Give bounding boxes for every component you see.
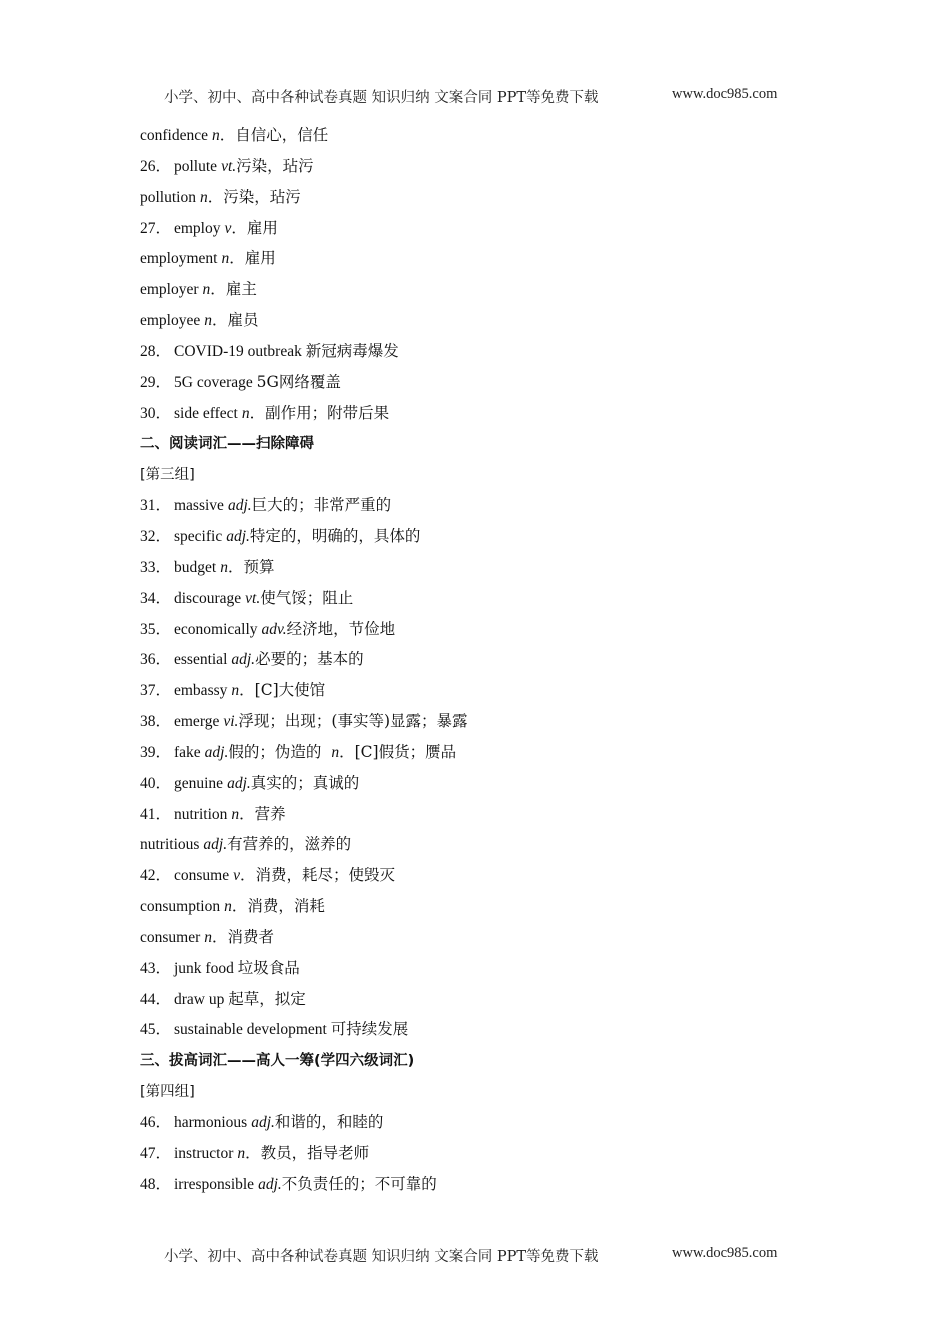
entry-number: 48． — [140, 1175, 172, 1193]
entry-separator: ． — [229, 250, 245, 268]
group-text: [第三组] — [140, 467, 195, 484]
entry-word: irresponsible — [174, 1175, 255, 1193]
vocab-entry — [140, 522, 840, 553]
entry-part-of-speech: adj. — [227, 774, 251, 792]
entry-definition: 浮现；出现；(事实等)显露；暴露 — [238, 712, 468, 731]
entry-word: side effect — [174, 404, 238, 422]
entry-part-of-speech: n — [224, 898, 232, 916]
section-text: 三、拔高词汇——高人一筹(学四六级词汇) — [140, 1053, 415, 1070]
vocab-entry — [140, 676, 840, 707]
entry-word: consume — [174, 867, 230, 885]
header-url: www.doc985.com — [672, 86, 778, 102]
entry-part-of-speech: n — [221, 250, 230, 268]
vocab-entry — [140, 183, 840, 214]
entry-number: 40． — [140, 774, 172, 792]
entry-definition: 新冠病毒爆发 — [305, 341, 399, 360]
entry-part-of-speech: vt. — [245, 589, 261, 607]
entry-word: consumer — [140, 928, 201, 946]
page-header — [0, 86, 950, 110]
entry-definition: [C]大使馆 — [254, 681, 326, 700]
vocab-entry — [140, 584, 840, 615]
vocab-entry — [140, 152, 840, 183]
entry-separator: ． — [239, 805, 255, 823]
entry-number: 26． — [140, 157, 172, 175]
entry-word: pollution — [140, 188, 196, 206]
entry-part-of-speech: adj. — [203, 836, 228, 854]
entry-part-of-speech: adj. — [226, 527, 250, 545]
vocab-entry — [140, 645, 840, 676]
entry-definition: 经济地，节俭地 — [286, 619, 396, 638]
entry-definition: 假的；伪造的 — [228, 742, 322, 761]
entry-word: draw up — [174, 990, 225, 1008]
entry-word: emerge — [174, 713, 220, 731]
entry-separator: ． — [212, 928, 228, 946]
entry-part-of-speech: n — [237, 1144, 246, 1162]
vocab-entry — [140, 306, 840, 337]
entry-definition: 雇用 — [246, 218, 278, 237]
entry-part-of-speech: adj. — [204, 743, 229, 761]
entry-number: 43． — [140, 959, 172, 977]
entry-word: employ — [174, 219, 221, 237]
vocab-entry — [140, 1015, 840, 1046]
entry-word: essential — [174, 651, 228, 669]
entry-word: junk food — [174, 959, 234, 977]
entry-number: 33． — [140, 558, 172, 576]
entry-definition: 有营养的，滋养的 — [227, 835, 352, 854]
entry-word: discourage — [174, 589, 242, 607]
vocab-entry — [140, 337, 840, 368]
vocab-entry — [140, 800, 840, 831]
entry-part-of-speech-2: n — [331, 743, 340, 761]
entry-word: embassy — [174, 682, 228, 700]
group-text: [第四组] — [140, 1084, 195, 1101]
entry-definition: 不负责任的；不可靠的 — [281, 1174, 437, 1193]
entry-separator: ． — [249, 404, 266, 422]
entry-number: 30． — [140, 404, 172, 422]
entry-number: 35． — [140, 620, 172, 638]
entry-word: employee — [140, 312, 201, 330]
entry-number: 46． — [140, 1114, 172, 1131]
entry-part-of-speech: vt. — [221, 157, 237, 175]
entry-definition: 巨大的；非常严重的 — [251, 496, 392, 515]
vocab-entry — [140, 368, 840, 399]
entry-definition: 副作用；附带后果 — [265, 403, 390, 422]
page-footer — [0, 1245, 950, 1269]
entry-definition: 雇用 — [244, 249, 276, 268]
entry-separator: ． — [212, 312, 228, 330]
entry-number: 29． — [140, 373, 172, 391]
entry-number: 31． — [140, 497, 172, 515]
vocab-entry — [140, 553, 840, 584]
entry-part-of-speech: adj. — [231, 651, 256, 669]
entry-word: specific — [174, 527, 223, 545]
entry-definition: 5G网络覆盖 — [256, 372, 341, 391]
entry-definition: 和谐的，和睦的 — [274, 1113, 384, 1131]
entry-word: confidence — [140, 127, 208, 144]
entry-definition: 垃圾食品 — [237, 958, 300, 977]
vocab-entry — [140, 1170, 840, 1201]
entry-definition: 使气馁；阻止 — [260, 588, 354, 607]
vocab-entry — [140, 121, 840, 152]
entry-part-of-speech: vi. — [223, 713, 239, 731]
vocab-entry — [140, 707, 840, 738]
vocab-entry — [140, 1108, 840, 1139]
entry-word: employer — [140, 281, 199, 299]
entry-number: 41． — [140, 805, 172, 823]
vocab-entry — [140, 491, 840, 522]
entry-number: 47． — [140, 1144, 172, 1162]
entry-definition: 污染，玷污 — [223, 187, 301, 206]
vocab-entry — [140, 861, 840, 892]
entry-number: 34． — [140, 589, 172, 607]
entry-word: COVID-19 outbreak — [174, 342, 302, 360]
vocab-entry — [140, 954, 840, 985]
entry-word: 5G coverage — [174, 373, 253, 391]
vocab-entry — [140, 769, 840, 800]
entry-definition: 营养 — [254, 804, 286, 823]
vocabulary-list — [140, 121, 840, 1201]
group-label — [140, 1077, 840, 1108]
entry-number: 39． — [140, 743, 172, 761]
entry-separator: ． — [239, 682, 255, 700]
entry-definition: 真实的；真诚的 — [250, 773, 360, 792]
entry-definition: 教员，指导老师 — [260, 1143, 370, 1162]
entry-part-of-speech: v — [224, 219, 232, 237]
vocab-entry — [140, 892, 840, 923]
entry-word: budget — [174, 558, 217, 576]
entry-part-of-speech: adj. — [227, 497, 252, 515]
entry-definition: 消费，消耗 — [247, 897, 325, 916]
vocab-entry — [140, 214, 840, 245]
vocab-entry — [140, 399, 840, 430]
vocab-entry — [140, 1139, 840, 1170]
vocab-entry — [140, 923, 840, 954]
entry-separator: ． — [210, 281, 226, 299]
entry-separator: ． — [231, 898, 248, 916]
entry-word: genuine — [174, 774, 224, 792]
entry-separator: ． — [219, 127, 236, 144]
entry-part-of-speech: v — [233, 867, 240, 885]
entry-word: nutritious — [140, 836, 200, 854]
section-text: 二、阅读词汇——扫除障碍 — [140, 436, 314, 453]
vocab-entry — [140, 275, 840, 306]
entry-definition: 起草，拟定 — [228, 989, 306, 1008]
entry-number: 44． — [140, 990, 172, 1008]
entry-definition: 消费，耗尽；使毁灭 — [255, 866, 396, 885]
entry-part-of-speech: n — [204, 312, 213, 330]
header-text: 小学、初中、高中各种试卷真题 知识归纳 文案合同 PPT等免费下载 — [164, 90, 599, 106]
entry-word: fake — [174, 743, 201, 761]
entry-part-of-speech: n — [231, 682, 240, 700]
entry-separator: ． — [231, 219, 247, 237]
entry-definition-2: ．[C]假货；赝品 — [339, 742, 457, 761]
entry-separator: ． — [227, 558, 244, 576]
entry-part-of-speech: n — [202, 281, 211, 299]
entry-definition: 污染，玷污 — [236, 156, 314, 175]
entry-word: instructor — [174, 1144, 234, 1162]
entry-number: 32． — [140, 527, 172, 545]
entry-definition: 自信心，信任 — [235, 126, 329, 144]
entry-number: 38． — [140, 713, 172, 731]
entry-part-of-speech: n — [212, 127, 220, 144]
entry-word: nutrition — [174, 805, 228, 823]
section-heading — [140, 1046, 840, 1077]
entry-separator: ． — [240, 867, 256, 885]
group-label — [140, 460, 840, 491]
entry-number: 45． — [140, 1021, 172, 1039]
entry-part-of-speech: n — [231, 805, 240, 823]
entry-part-of-speech: adj. — [258, 1175, 282, 1193]
entry-word: pollute — [174, 157, 218, 175]
entry-number: 36． — [140, 651, 172, 669]
entry-definition: 雇主 — [225, 280, 257, 299]
vocab-entry — [140, 985, 840, 1016]
footer-url: www.doc985.com — [672, 1245, 778, 1261]
vocab-entry — [140, 738, 840, 769]
entry-definition: 可持续发展 — [330, 1020, 409, 1039]
entry-definition: 消费者 — [227, 927, 275, 946]
entry-word: massive — [174, 497, 224, 515]
entry-separator: ． — [245, 1144, 261, 1162]
entry-word: sustainable development — [174, 1021, 327, 1039]
entry-number: 37． — [140, 682, 172, 700]
entry-part-of-speech: n — [241, 404, 250, 422]
section-heading — [140, 429, 840, 460]
vocab-entry — [140, 830, 840, 861]
entry-number: 27． — [140, 219, 172, 237]
entry-word: consumption — [140, 898, 221, 916]
entry-part-of-speech: n — [220, 558, 228, 576]
vocab-entry — [140, 615, 840, 646]
vocab-entry — [140, 244, 840, 275]
entry-number: 42． — [140, 867, 172, 885]
entry-word: economically — [174, 620, 258, 638]
entry-definition: 雇员 — [227, 311, 259, 330]
entry-definition: 预算 — [243, 557, 275, 576]
entry-part-of-speech: n — [199, 188, 208, 206]
entry-part-of-speech: n — [204, 928, 213, 946]
footer-text: 小学、初中、高中各种试卷真题 知识归纳 文案合同 PPT等免费下载 — [164, 1249, 599, 1265]
entry-word: employment — [140, 250, 218, 268]
entry-definition: 必要的；基本的 — [255, 650, 364, 669]
entry-separator: ． — [207, 188, 224, 206]
entry-word: harmonious — [174, 1114, 248, 1131]
entry-part-of-speech: adj. — [251, 1114, 275, 1131]
entry-definition: 特定的，明确的，具体的 — [249, 526, 421, 545]
entry-part-of-speech: adv. — [261, 620, 287, 638]
entry-number: 28． — [140, 342, 172, 360]
